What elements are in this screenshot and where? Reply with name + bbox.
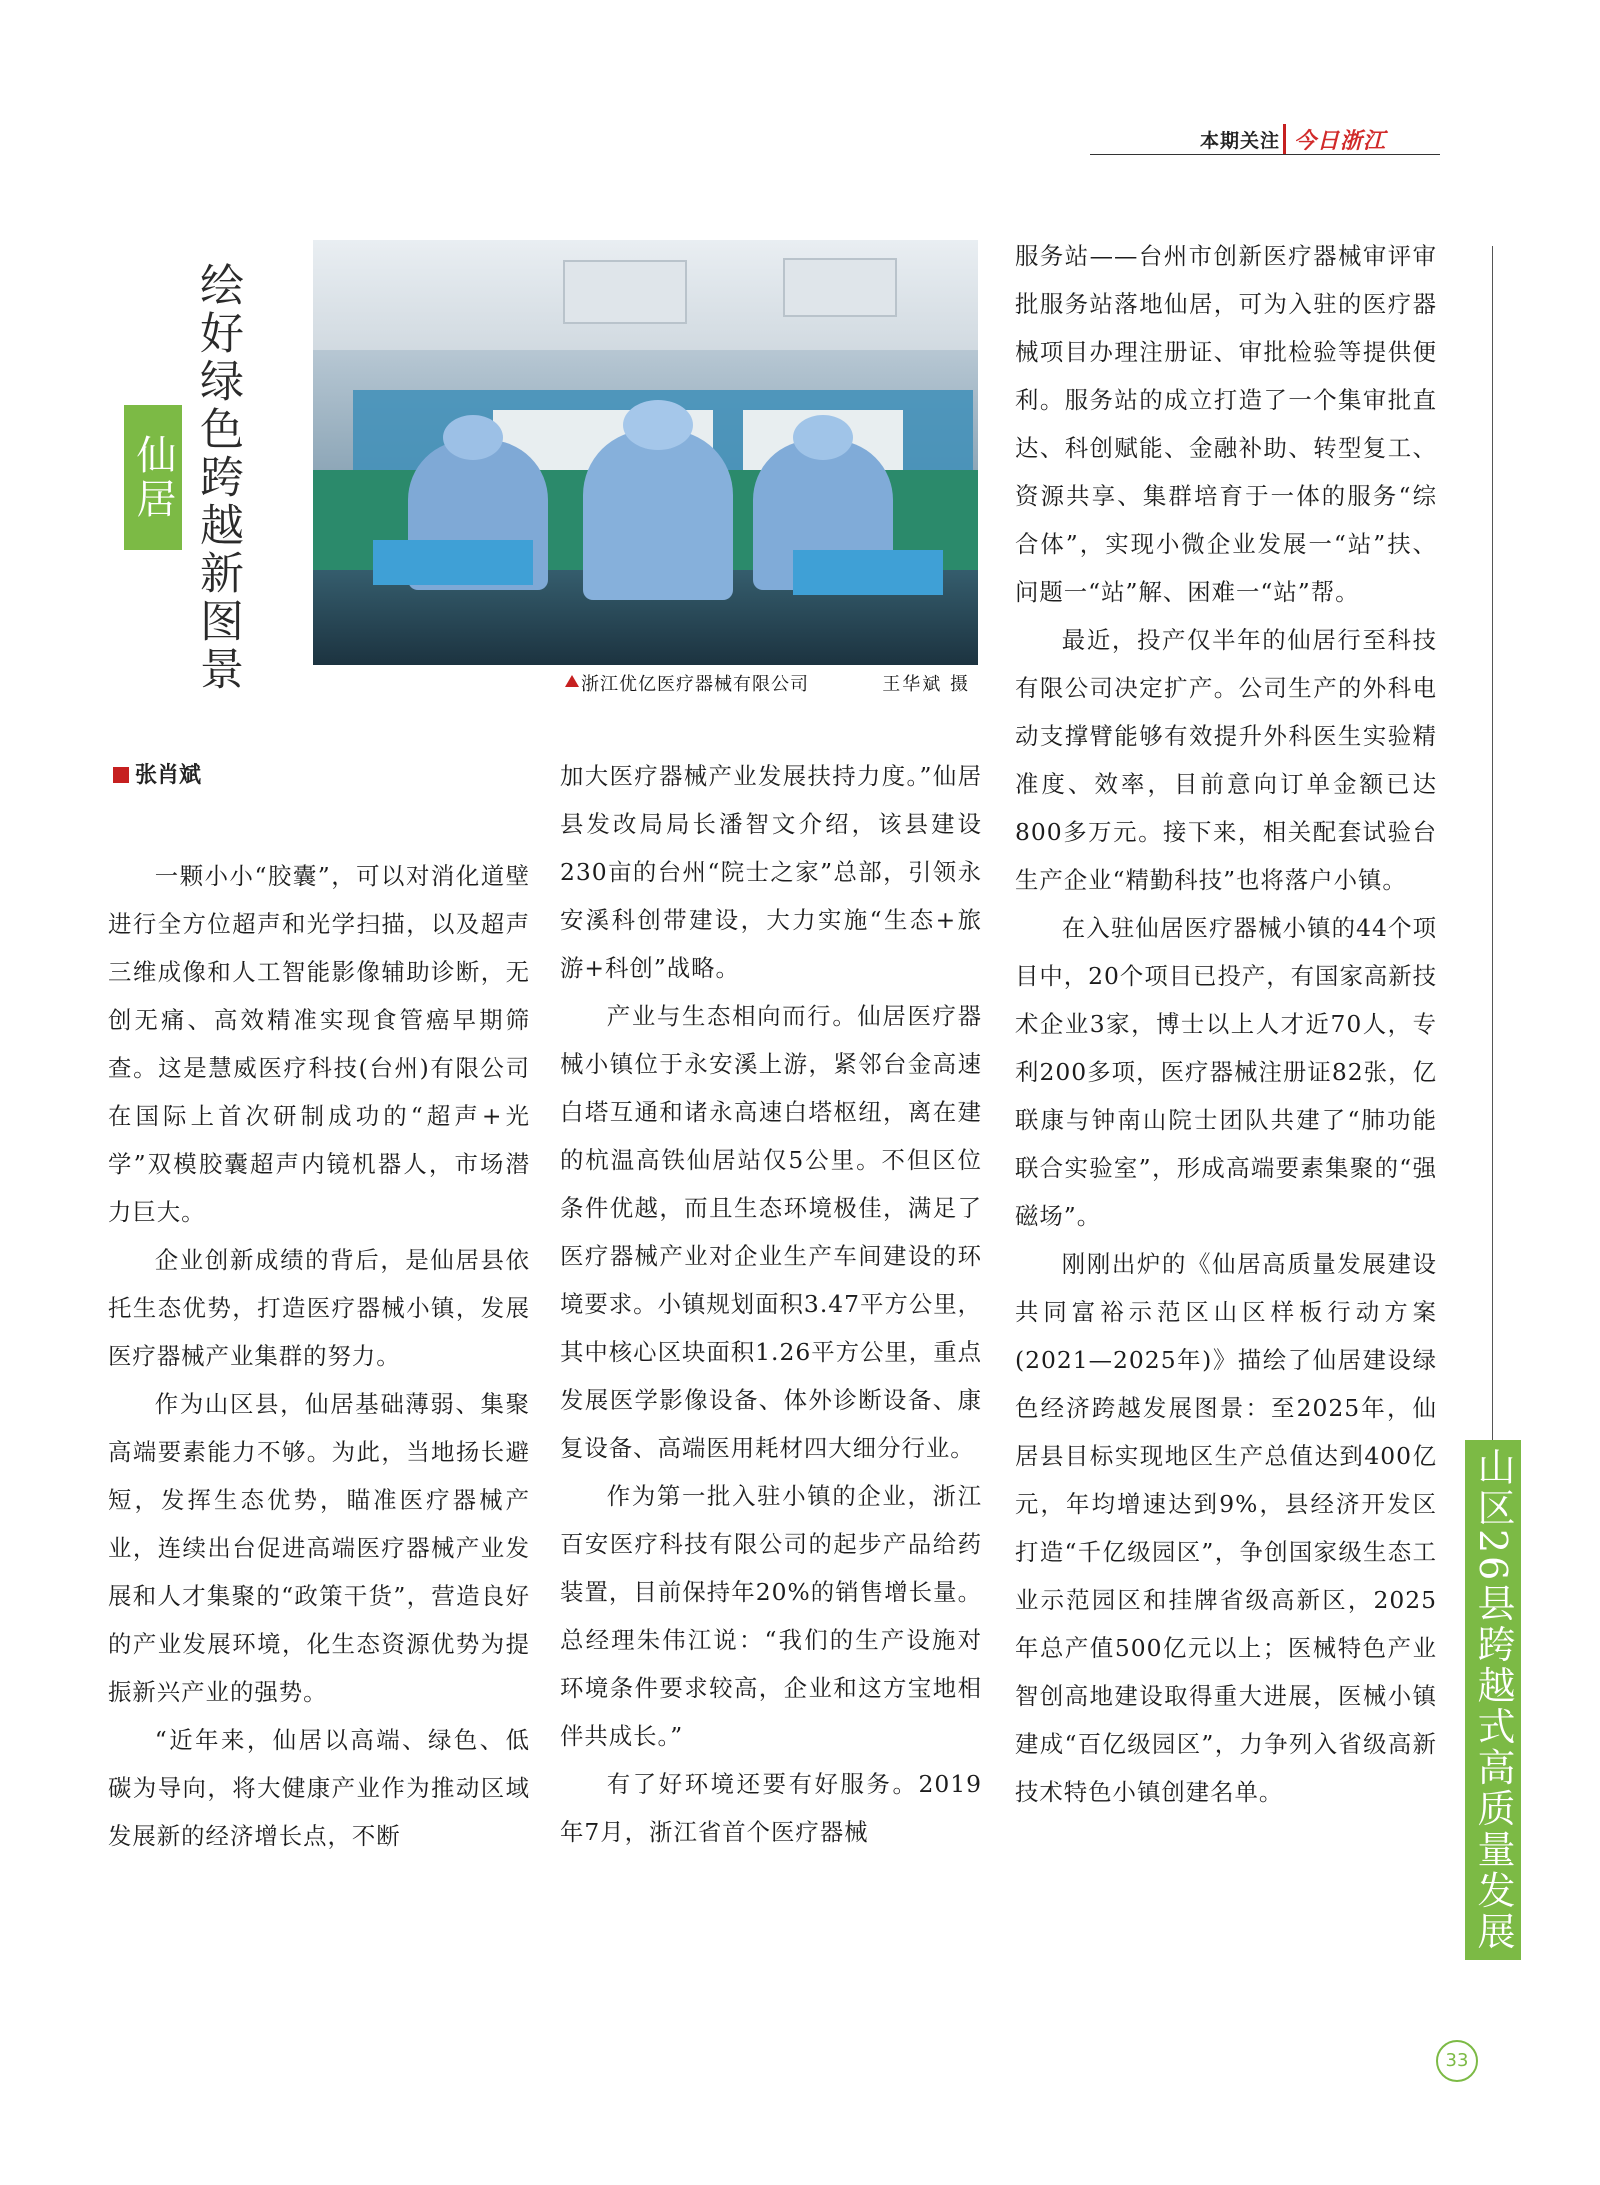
paragraph: 作为第一批入驻小镇的企业，浙江百安医疗科技有限公司的起步产品给药装置，目前保持年20%的销售增长量。总经理朱伟江说：“我们的生产设施对环境条件要求较高，企业和这方宝地相伴共成长。” xyxy=(560,1482,982,1750)
paragraph: 在入驻仙居医疗器械小镇的44个项目中，20个项目已投产，有国家高新技术企业3家，博士以上人才近70人，专利200多项，医疗器械注册证82张，亿联康与钟南山院士团队共建了“肺功能联合实验室”，形成高端要素集聚的“强磁场”。 xyxy=(1015,914,1438,1230)
paragraph: 企业创新成绩的背后，是仙居县依托生态优势，打造医疗器械小镇，发展医疗器械产业集群的努力。 xyxy=(108,1246,530,1370)
photo-worker-center xyxy=(583,430,733,600)
paragraph: 最近，投产仅半年的仙居行至科技有限公司决定扩产。公司生产的外科电动支撑臂能够有效提升外科医生实验精准度、效率，目前意向订单金额已达800多万元。接下来，相关配套试验台生产企业“精勤科技”也将落户小镇。 xyxy=(1015,626,1437,894)
paragraph: 一颗小小“胶囊”，可以对消化道壁进行全方位超声和光学扫描，以及超声三维成像和人工智能影像辅助诊断，无创无痛、高效精准实现食管癌早期筛查。这是慧威医疗科技(台州)有限公司在国际上首次研制成功的“超声+光学”双模胶囊超声内镜机器人，市场潜力巨大。 xyxy=(108,862,530,1226)
paragraph: 服务站——台州市创新医疗器械审评审批服务站落地仙居，可为入驻的医疗器械项目办理注册证、审批检验等提供便利。服务站的成立打造了一个集审批直达、科创赋能、金融补助、转型复工、资源共享、集群培育于一体的服务“综合体”，实现小微企业发展一“站”扶、问题一“站”解、困难一“站”帮。 xyxy=(1015,242,1437,606)
header-divider xyxy=(1283,124,1286,154)
magazine-brand-logo: 今日浙江 xyxy=(1294,128,1387,154)
paragraph: 有了好环境还要有好服务。2019年7月，浙江省首个医疗器械 xyxy=(560,1770,982,1846)
author-byline xyxy=(113,758,201,790)
byline-square-icon xyxy=(113,767,129,783)
header-rule xyxy=(1090,154,1440,155)
photo-ceiling-vent xyxy=(563,260,687,324)
paragraph: 加大医疗器械产业发展扶持力度。”仙居县发改局局长潘智文介绍，该县建设230亩的台州“院士之家”总部，引领永安溪科创带建设，大力实施“生态+旅游+科创”战略。 xyxy=(560,762,982,982)
photo-caption xyxy=(313,668,978,700)
text-column-3 xyxy=(1015,232,1437,1816)
paragraph: 刚刚出炉的《仙居高质量发展建设共同富裕示范区山区样板行动方案(2021—2025年)》描绘了仙居建设绿色经济跨越发展图景：至2025年，仙居县目标实现地区生产总值达到400亿元，年均增速达到9%，县经济开发区打造“千亿级园区”，争创国家级生态工业示范园区和挂牌省级高新区，2025年总产值500亿元以上；医械特色产业智创高地建设取得重大进展，医械小镇建成“百亿级园区”，力争列入省级高新技术特色小镇创建名单。 xyxy=(1015,1250,1437,1806)
article-photo xyxy=(313,240,978,665)
series-banner: 山区26县跨越式高质量发展 xyxy=(1465,1440,1521,1960)
page-number: 33 xyxy=(1436,2040,1478,2082)
side-vertical-rule xyxy=(1492,246,1493,1446)
photo-worker-center-cap xyxy=(623,400,693,450)
page-header xyxy=(1090,124,1440,154)
photo-caption-text: 浙江优亿医疗器械有限公司 xyxy=(581,674,809,695)
photo-credit: 王华斌 摄 xyxy=(882,674,970,695)
author-name: 张肖斌 xyxy=(135,763,202,788)
region-tag: 仙居 xyxy=(124,405,182,550)
photo-ceiling-vent xyxy=(783,258,897,317)
photo-worker-left-cap xyxy=(443,415,503,460)
paragraph: “近年来，仙居以高端、绿色、低碳为导向，将大健康产业作为推动区域发展新的经济增长点，不断 xyxy=(108,1726,530,1850)
text-column-1 xyxy=(108,852,530,1860)
photo-tray xyxy=(793,550,943,595)
header-section-label: 本期关注 xyxy=(1199,130,1280,152)
paragraph: 作为山区县，仙居基础薄弱、集聚高端要素能力不够。为此，当地扬长避短，发挥生态优势，瞄准医疗器械产业，连续出台促进高端医疗器械产业发展和人才集聚的“政策干货”，营造良好的产业发展环境，化生态资源优势为提振新兴产业的强势。 xyxy=(108,1390,530,1706)
photo-worker-right-cap xyxy=(793,415,853,460)
paragraph: 产业与生态相向而行。仙居医疗器械小镇位于永安溪上游，紧邻台金高速白塔互通和诸永高速白塔枢纽，离在建的杭温高铁仙居站仅5公里。不但区位条件优越，而且生态环境极佳，满足了医疗器械产业对企业生产车间建设的环境要求。小镇规划面积3.47平方公里，其中核心区块面积1.26平方公里，重点发展医学影像设备、体外诊断设备、康复设备、高端医用耗材四大细分行业。 xyxy=(560,1002,982,1462)
article-headline: 绘好绿色跨越新图景 xyxy=(192,262,243,694)
text-column-2 xyxy=(560,752,982,1856)
photo-tray xyxy=(373,540,533,585)
caption-triangle-icon xyxy=(565,675,579,687)
